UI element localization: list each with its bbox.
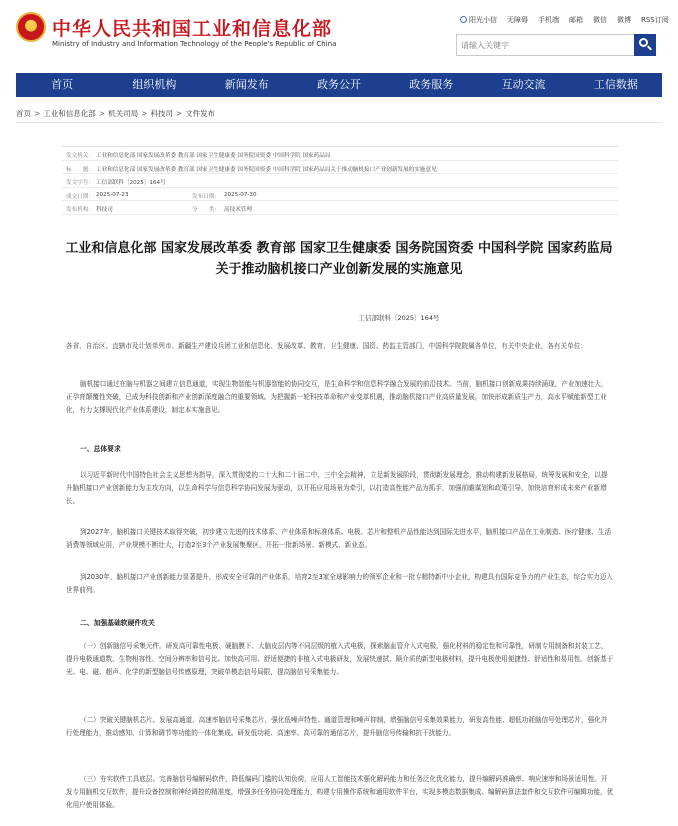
top-link-wechat[interactable]: 微信: [593, 16, 607, 24]
national-emblem-icon[interactable]: ★: [16, 12, 46, 42]
search-box: [456, 34, 656, 56]
site-subtitle: Ministry of Industry and Information Technology of the People's Republic of China: [52, 40, 337, 48]
top-link-sunshine[interactable]: 阳光小信: [460, 15, 497, 25]
meta-row-issuer: 发文机关： 工业和信息化部 国家发展改革委 教育部 国家卫生健康委 国务院国资委 中国科学院 国家药品局: [62, 147, 618, 161]
top-links: [460, 15, 669, 25]
article-paragraph-5: （二）突破关键脑机芯片。发展高通道、高速率脑信号采集芯片，强化低噪声特性、通道管理和噪声抑制，增强脑信号采集效果能力，研发高性能、超低功耗脑信号处理芯片，强化并行处理能力，推动感知、计算和调节等功能的一体化集成。研发低功耗、高速率、高可靠的通信芯片，提升脑信号传输和抗干扰能力。: [66, 716, 608, 737]
top-link-mail[interactable]: 邮箱: [569, 16, 583, 24]
meta-date: 2025-07-23: [96, 191, 129, 198]
breadcrumb-divider: [16, 122, 662, 123]
nav-organization[interactable]: 组织机构: [132, 78, 177, 91]
document-meta-table: [62, 146, 618, 215]
nav-services[interactable]: 政务服务: [409, 78, 454, 91]
top-link-rss[interactable]: RSS订阅: [641, 16, 669, 24]
meta-title: 工业和信息化部 国家发展改革委 教育部 国家卫生健康委 国务院国资委 中国科学院 国家药品局关于推动脑机接口产业创新发展的实施意见: [96, 166, 437, 173]
main-nav: [16, 73, 662, 97]
meta-row-dates: 成文日期： 2025-07-23 发布日期： 2025-07-30: [62, 188, 618, 202]
nav-interaction[interactable]: 互动交流: [501, 78, 546, 91]
breadcrumb-home[interactable]: 首页: [16, 109, 31, 118]
meta-org: 科技司: [96, 207, 113, 213]
breadcrumb-tech-dept[interactable]: 科技司: [150, 109, 173, 118]
meta-docno: 工信部联科〔2025〕164号: [96, 180, 166, 186]
article-paragraph-6: （三）夯实软件工具底层。完善脑信号编解码软件，降低编码门槛的认知负荷，应用人工智能技术强化解码能力和任务泛化优化能力，提升编解码准确率、响应速率和场景适用性。开发专用脑机交互软件，提升设备控制和神经调控的精准度，增强多任务协同处理能力，构建专用操作系统和通用软件平台，实现多模态数据集成、编解码算法套件和交互软件可编辑功能，优化用户使用体验。: [66, 775, 614, 809]
top-link-mobile[interactable]: 手机端: [538, 16, 559, 24]
search-button[interactable]: [634, 34, 656, 56]
meta-pubdate: 2025-07-30: [224, 191, 257, 198]
article-intro: 脑机接口通过在脑与机器之间建立信息通道，实现生物智能与机器智能的协同交互，是生命科学和信息科学融合发展的前沿技术。当前，脑机接口创新成果持续涌现，产业加速壮大，正孕育颠覆性突破，已成为科技创新和产业创新深度融合的重要领域。为把握新一轮科技革命和产业变革机遇，推动脑机接口产业高质量发展，加快形成新质生产力，高水平赋能新型工业化，有力支撑现代化产业体系建设，制定本实施意见。: [66, 380, 608, 414]
breadcrumb-departments[interactable]: 机关司局: [108, 109, 139, 118]
nav-government-affairs[interactable]: 政务公开: [316, 78, 361, 91]
section-heading-1: 一、总体要求: [80, 445, 121, 453]
top-link-weibo[interactable]: 微博: [617, 16, 631, 24]
meta-row-org: 发布机构： 科技司 分 类： 高技术管理: [62, 201, 618, 215]
site-title[interactable]: 中华人民共和国工业和信息化部: [52, 18, 333, 40]
breadcrumb-ministry[interactable]: 工业和信息化部: [43, 109, 96, 118]
top-link-accessibility[interactable]: 无障碍: [507, 16, 528, 24]
search-input[interactable]: [457, 35, 635, 55]
meta-row-title: 标 题： 工业和信息化部 国家发展改革委 教育部 国家卫生健康委 国务院国资委 中国科学院 国家药品局关于推动脑机接口产业创新发展的实施意见: [62, 161, 618, 175]
article-paragraph-2: 到2027年，脑机接口关键技术取得突破，初步建立先进的技术体系、产业体系和标准体系。电极、芯片和整机产品性能达到国际先进水平，脑机接口产品在工业制造、医疗健康、生活消费等领域应用，产业规模不断壮大，打造2至3个产业发展集聚区，开拓一批新场景、新模式、新业态。: [66, 528, 612, 549]
article-addressee: 各省、自治区、直辖市及计划单列市、新疆生产建设兵团工业和信息化、发展改革、教育、卫生健康、国资、药监主管部门，中国科学院院属各单位，有关中央企业，各有关单位：: [66, 342, 587, 350]
breadcrumb-documents[interactable]: 文件发布: [185, 109, 216, 118]
article-paragraph-4: （一）创新脑信号采集元件。研发高可靠性电极、硬脑膜下、大脑皮层内等不同层级的植入式电极，探索脑血管介入式电极，强化材料的稳定性和可靠性，研制专用制备和封装工艺，提升电极通道数、生物相容性、空间分辨率和信号比。加快高可用、舒适便捷的非植入式电极研发，发展快速拭、隔介质的新型电极材料，提升电极使用便捷性、舒适性和易用性。创新基于光、电、磁、超声、化学的新型脑信号传感原理，突破单模态信号局限，提高脑信号采集能力。: [66, 642, 614, 676]
article-title: 工业和信息化部 国家发展改革委 教育部 国家卫生健康委 国务院国资委 中国科学院 国家药监局关于推动脑机接口产业创新发展的实施意见: [65, 241, 613, 277]
section-heading-2: 二、加强基础软硬件攻关: [80, 619, 155, 627]
nav-home[interactable]: 首页: [51, 78, 74, 91]
site-header: [0, 0, 678, 66]
meta-row-docno: 发文字号： 工信部联科〔2025〕164号: [62, 174, 618, 188]
article-paragraph-3: 到2030年，脑机接口产业创新能力显著提升，形成安全可靠的产业体系，培育2至3家全球影响力的领军企业和一批专精特新中小企业，构建具有国际竞争力的产业生态，综合实力迈入世界前列。: [66, 573, 613, 594]
nav-data[interactable]: 工信数据: [593, 78, 638, 91]
meta-category: 高技术管理: [224, 207, 252, 213]
article-doc-number: 工信部联科〔2025〕164号: [358, 314, 440, 322]
sunshine-icon: [460, 16, 467, 23]
nav-news[interactable]: 新闻发布: [224, 78, 269, 91]
meta-issuer: 工业和信息化部 国家发展改革委 教育部 国家卫生健康委 国务院国资委 中国科学院 国家药品局: [96, 153, 331, 159]
breadcrumb: 首页 > 工业和信息化部 > 机关司局 > 科技司 > 文件发布: [16, 109, 216, 118]
article-paragraph-1: 以习近平新时代中国特色社会主义思想为指导，深入贯彻党的二十大和二十届二中、三中全会精神，立足新发展阶段，贯彻新发展理念，推动构建新发展格局，统筹发展和安全，以提升脑机接口产业创新能力为主攻方向，以生命科学与信息科学协同发展为驱动，以开拓应用场景为牵引，以打造高性能产品为抓手，加强前瞻谋划和政策引导，加快培育形成未来产业新增长。: [66, 471, 608, 505]
